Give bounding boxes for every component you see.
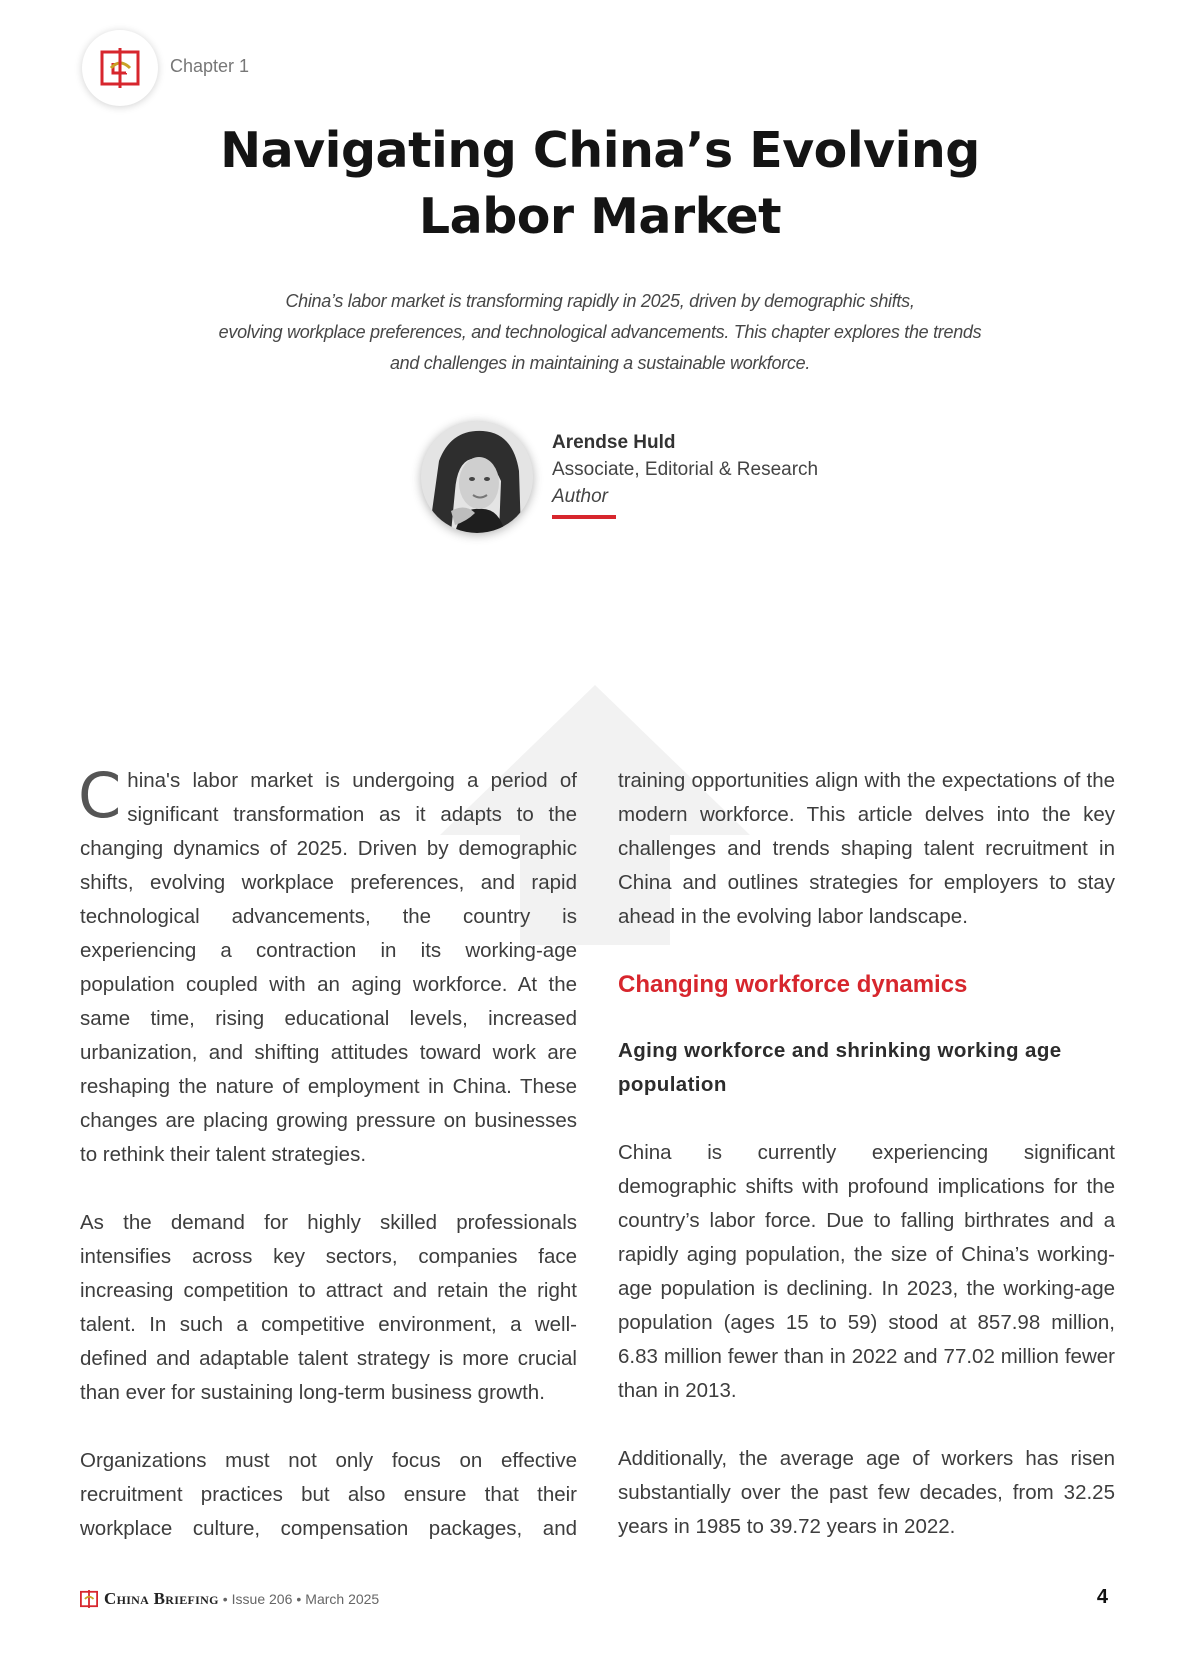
- article-paragraph-1: [78, 759, 577, 1172]
- paragraph-3-continued-text: training opportunities align with the expectations of the modern workforce. This article delves into the key challenges and trends shaping talent recruitment in China and outlines strategies for employers to stay ahead in the evolving labor landscape.: [618, 769, 1115, 928]
- footer-separator: •: [222, 1591, 228, 1607]
- article-paragraph-3-continued: [618, 764, 1115, 934]
- article-column-left: [78, 759, 577, 1580]
- article-paragraph-4: China is currently experiencing significant demographic shifts with profound implications for the country’s labor force. Due to falling birthrates and a rapidly aging population, the size of China’s working-age population is declining. In 2023, the working-age population (ages 15 to 59) stood at 857.98 million, 6.83 million fewer than in 2022 and 77.02 million fewer than in 2013.: [618, 1141, 1115, 1402]
- sub-heading: Aging workforce and shrinking working age population: [618, 1039, 1062, 1096]
- footer-date: March 2025: [305, 1591, 380, 1607]
- footer-brand: China Briefing: [104, 1589, 219, 1608]
- title-line-1: Navigating China’s Evolving: [220, 122, 980, 179]
- article-column-right: [618, 764, 1115, 1578]
- footer-issue: Issue 206: [231, 1591, 293, 1607]
- author-underline-divider: [552, 515, 616, 519]
- article-paragraph-5: Additionally, the average age of workers has risen substantially over the past few decades, from 32.25 years in 1985 to 39.72 years in 2022.: [618, 1447, 1115, 1538]
- chapter-label: Chapter 1: [170, 56, 250, 76]
- page-footer: [80, 1588, 379, 1610]
- author-name: Arendse Huld: [552, 432, 676, 453]
- author-position: Associate, Editorial & Research: [552, 459, 819, 480]
- article-paragraph-3: Organizations must not only focus on effective recruitment practices but also ensure that their workplace culture, compensation packages, and: [80, 1449, 577, 1540]
- author-portrait-icon: [421, 421, 533, 533]
- chapter-subtitle: [150, 286, 1050, 379]
- page-title: [100, 118, 1100, 250]
- title-line-2: Labor Market: [418, 188, 782, 245]
- footer-logo-icon: [80, 1590, 98, 1608]
- footer-separator-2: •: [296, 1591, 302, 1607]
- drop-cap: C: [78, 759, 122, 832]
- subtitle-line-3: and challenges in maintaining a sustainable workforce.: [389, 353, 811, 373]
- subtitle-line-1: China’s labor market is transforming rapidly in 2025, driven by demographic shifts,: [285, 291, 915, 311]
- subtitle-line-2: evolving workplace preferences, and technological advancements. This chapter explores the trends: [218, 322, 982, 342]
- section-heading: Changing workforce dynamics: [618, 971, 968, 998]
- paragraph-1-text: hina's labor market is undergoing a period of significant transformation as it adapts to the changing dynamics of 2025. Driven by demographic shifts, evolving workplace preferences, and rapid technological advancements, the country is experiencing a contraction in its working-age population coupled with an aging workforce. At the same time, rising educational levels, increased urbanization, and shifting attitudes toward work are reshaping the nature of employment in China. These changes are placing growing pressure on businesses to rethink their talent strategies.: [80, 769, 577, 1166]
- page-number: 4: [1096, 1586, 1108, 1608]
- author-photo: [421, 421, 533, 533]
- article-paragraph-2: As the demand for highly skilled professionals intensifies across key sectors, companies face increasing competition to attract and retain the right talent. In such a competitive environment, a well-defined and adaptable talent strategy is more crucial than ever for sustaining long-term business growth.: [80, 1211, 577, 1404]
- china-briefing-logo-icon: [100, 48, 140, 88]
- chapter-badge: [82, 30, 158, 106]
- author-role: Author: [552, 486, 608, 507]
